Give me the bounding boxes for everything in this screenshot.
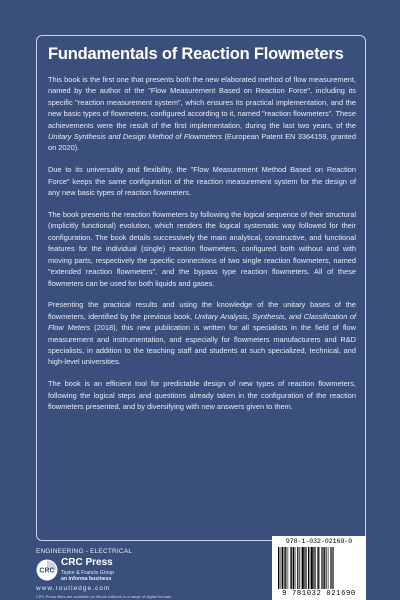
publisher-website: www.routledge.com <box>36 585 111 592</box>
publisher-group: Taylor & Francis Group <box>61 570 115 576</box>
isbn-number: 978-1-032-02169-0 <box>285 538 353 545</box>
subject-category: ENGINEERING - ELECTRICAL <box>36 548 133 555</box>
paragraph-5: The book is an efficient tool for predictable design of new types of reaction flowmeters, following the logical steps and questions already taken in the configuration of the reaction flowmeters presented, and by diversifying with new answers given to them. <box>48 379 356 412</box>
ebook-note: CRC Press titles are available as eBook editions in a range of digital formats <box>36 594 172 599</box>
crc-press-logo-icon <box>36 559 58 581</box>
barcode-digits: 9 781032 021690 <box>282 590 356 598</box>
book-title: Fundamentals of Reaction Flowmeters <box>48 45 344 63</box>
back-cover-description <box>48 74 356 423</box>
barcode-icon <box>278 547 360 589</box>
publisher-name: CRC Press <box>61 557 113 568</box>
isbn-barcode <box>272 536 366 600</box>
paragraph-3: The book presents the reaction flowmeters by following the logical sequence of their structural (implicitly functional) evolution, which renders the logical systematic way followed for their configuration. The book details successively the main analytical, constructive, and functional features for the individual (single) reaction flowmeters, configured both without and with moving parts, respectively the specific connections of two single reaction flowmeters, named "extended reaction flowmeters", and the bypass type reaction flowmeters. All of these flowmeters can be used for both liquids and gases. <box>48 210 356 288</box>
paragraph-1: This book is the first one that presents both the new elaborated method of flow measurement, named by the author of the "Flow Measurement Based on Reaction Force", including its specific "reaction measurement system", which ensures its practical implementation, and the new basic types of flowmeters, configured according to it, named "reaction flowmeters". These achievements were the result of the first implementation, during the last two years, of the Unitary Synthesis and Design Method of Flowmeters (European Patent EN 3364159, granted on 2020). <box>48 75 356 153</box>
svg-text:CRC: CRC <box>39 567 55 575</box>
publisher-tagline: an informa business <box>61 576 112 582</box>
paragraph-2: Due to its universality and flexibility, the "Flow Measurement Method Based on Reaction Force" keeps the same configuration of the reaction measurement system for the design of any new basic types of reaction flowmeters. <box>48 165 356 198</box>
paragraph-4: Presenting the practical results and using the knowledge of the unitary bases of the flowmeters, identified by the previous book, Unitary Analysis, Synthesis, and Classification of Flow Meters (2018), this new publication is written for all specialists in the field of flow measurement and instrumentation, and especially for flowmeters manufacturers and R&D specialists, in addition to the teaching staff and students at such specialized, technical, and high-level universities. <box>48 300 356 367</box>
